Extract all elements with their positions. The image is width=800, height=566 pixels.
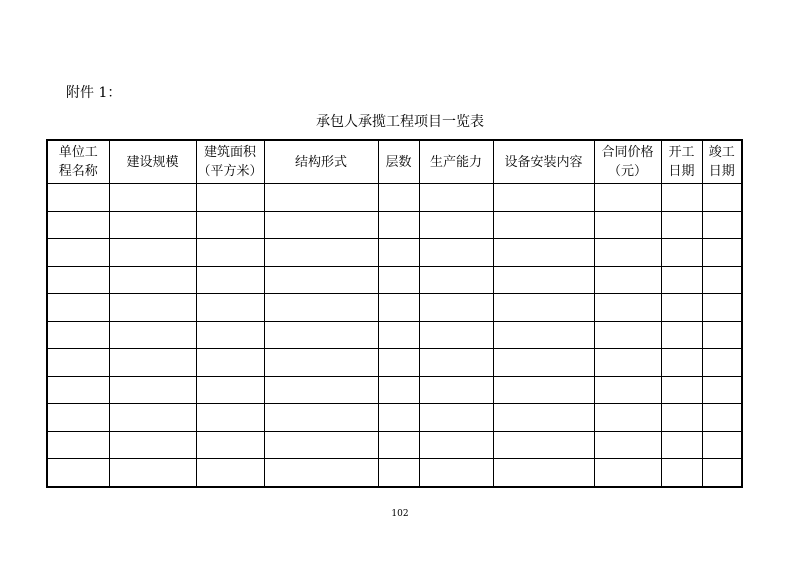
table-cell — [661, 404, 702, 432]
header-line: （元） — [607, 164, 647, 179]
table-cell — [419, 431, 493, 459]
table-cell — [196, 376, 264, 404]
table-cell — [196, 211, 264, 239]
table-cell — [493, 294, 594, 322]
table-cell — [594, 349, 661, 377]
table-cell — [109, 211, 196, 239]
table-cell — [47, 376, 109, 404]
header-line: 开工 — [668, 145, 695, 160]
table-cell — [594, 294, 661, 322]
table-cell — [493, 211, 594, 239]
table-cell — [47, 184, 109, 212]
header-construction-scale — [109, 140, 196, 184]
table-cell — [661, 294, 702, 322]
table-cell — [702, 376, 742, 404]
table-cell — [47, 431, 109, 459]
header-line: 结构形式 — [294, 154, 347, 170]
table-cell — [594, 459, 661, 487]
table-cell — [378, 184, 419, 212]
table-row — [47, 349, 742, 377]
table-cell — [109, 349, 196, 377]
table-cell — [702, 349, 742, 377]
table-cell — [378, 431, 419, 459]
table-cell — [419, 294, 493, 322]
table-cell — [661, 211, 702, 239]
table-cell — [419, 376, 493, 404]
table-cell — [264, 239, 378, 267]
table-cell — [109, 404, 196, 432]
table-cell — [419, 239, 493, 267]
table-cell — [109, 321, 196, 349]
header-structure-type — [264, 140, 378, 184]
header-line: 日期 — [668, 164, 695, 179]
header-start-date — [661, 140, 702, 184]
table-cell — [378, 266, 419, 294]
header-row — [47, 140, 742, 184]
table-cell — [109, 431, 196, 459]
table-cell — [702, 321, 742, 349]
table-cell — [594, 184, 661, 212]
table-cell — [419, 349, 493, 377]
table-cell — [47, 321, 109, 349]
table-cell — [264, 376, 378, 404]
table-cell — [419, 184, 493, 212]
table-row — [47, 459, 742, 487]
project-list-table — [46, 139, 743, 488]
table-cell — [196, 294, 264, 322]
table-cell — [378, 321, 419, 349]
header-line: 单位工 — [58, 145, 98, 160]
table-cell — [493, 239, 594, 267]
table-cell — [493, 431, 594, 459]
table-cell — [196, 459, 264, 487]
table-cell — [493, 321, 594, 349]
table-cell — [378, 349, 419, 377]
table-cell — [661, 266, 702, 294]
table-cell — [196, 431, 264, 459]
table-cell — [419, 404, 493, 432]
table-cell — [493, 459, 594, 487]
table-cell — [196, 184, 264, 212]
table-cell — [661, 431, 702, 459]
table-cell — [109, 376, 196, 404]
header-equipment-installation — [493, 140, 594, 184]
table-cell — [264, 184, 378, 212]
table-row — [47, 239, 742, 267]
table-cell — [378, 294, 419, 322]
table-cell — [702, 459, 742, 487]
table-cell — [493, 376, 594, 404]
header-floor-count — [378, 140, 419, 184]
header-line: 合同价格 — [601, 145, 654, 160]
header-line: 建设规模 — [126, 154, 179, 170]
table-cell — [378, 211, 419, 239]
table-cell — [594, 321, 661, 349]
table-cell — [702, 294, 742, 322]
table-cell — [264, 266, 378, 294]
header-line: 生产能力 — [429, 154, 482, 170]
table-cell — [594, 239, 661, 267]
table-cell — [661, 184, 702, 212]
table-row — [47, 184, 742, 212]
table-cell — [264, 459, 378, 487]
table-cell — [493, 184, 594, 212]
table-cell — [702, 431, 742, 459]
header-completion-date — [702, 140, 742, 184]
table-cell — [661, 349, 702, 377]
table-cell — [378, 239, 419, 267]
table-cell — [264, 431, 378, 459]
header-line: 设备安装内容 — [504, 154, 583, 170]
header-line: 程名称 — [58, 164, 98, 179]
table-cell — [702, 184, 742, 212]
table-cell — [661, 459, 702, 487]
table-cell — [378, 459, 419, 487]
table-cell — [196, 266, 264, 294]
table-cell — [109, 266, 196, 294]
table-cell — [109, 184, 196, 212]
table-cell — [661, 376, 702, 404]
header-production-capacity — [419, 140, 493, 184]
table-cell — [661, 321, 702, 349]
header-building-area — [196, 140, 264, 184]
table-cell — [594, 431, 661, 459]
page-number: 102 — [391, 509, 409, 519]
table-cell — [264, 404, 378, 432]
header-contract-price — [594, 140, 661, 184]
table-cell — [47, 211, 109, 239]
table-cell — [419, 321, 493, 349]
table-cell — [109, 294, 196, 322]
table-cell — [702, 239, 742, 267]
table-cell — [109, 239, 196, 267]
table-cell — [378, 404, 419, 432]
table-row — [47, 404, 742, 432]
header-unit-project-name — [47, 140, 109, 184]
table-cell — [47, 294, 109, 322]
table-cell — [493, 349, 594, 377]
table-cell — [47, 459, 109, 487]
table-cell — [47, 404, 109, 432]
table-cell — [702, 211, 742, 239]
table-cell — [196, 321, 264, 349]
table-cell — [264, 349, 378, 377]
table-cell — [419, 266, 493, 294]
header-line: 竣工 — [708, 145, 735, 160]
table-row — [47, 294, 742, 322]
table-row — [47, 211, 742, 239]
table-cell — [378, 376, 419, 404]
table-cell — [47, 266, 109, 294]
table-row — [47, 376, 742, 404]
header-line: 层数 — [385, 154, 412, 170]
table-cell — [196, 349, 264, 377]
table-cell — [594, 376, 661, 404]
header-line: 日期 — [708, 164, 735, 179]
header-line: （平方米） — [197, 164, 263, 179]
table-cell — [264, 211, 378, 239]
table-cell — [661, 239, 702, 267]
table-cell — [264, 294, 378, 322]
table-cell — [594, 211, 661, 239]
table-cell — [47, 349, 109, 377]
table-row — [47, 321, 742, 349]
table-cell — [702, 404, 742, 432]
table-cell — [109, 459, 196, 487]
table-cell — [264, 321, 378, 349]
table-cell — [47, 239, 109, 267]
table-cell — [594, 404, 661, 432]
table-cell — [196, 404, 264, 432]
table-cell — [493, 266, 594, 294]
table-cell — [493, 404, 594, 432]
table-row — [47, 266, 742, 294]
table-cell — [702, 266, 742, 294]
table-cell — [594, 266, 661, 294]
table-cell — [419, 459, 493, 487]
header-line: 建筑面积 — [203, 145, 256, 160]
table-cell — [196, 239, 264, 267]
table-title: 承包人承揽工程项目一览表 — [316, 114, 484, 130]
table-row — [47, 431, 742, 459]
table-cell — [419, 211, 493, 239]
attachment-label: 附件 1： — [66, 85, 122, 101]
table-body — [47, 184, 742, 487]
